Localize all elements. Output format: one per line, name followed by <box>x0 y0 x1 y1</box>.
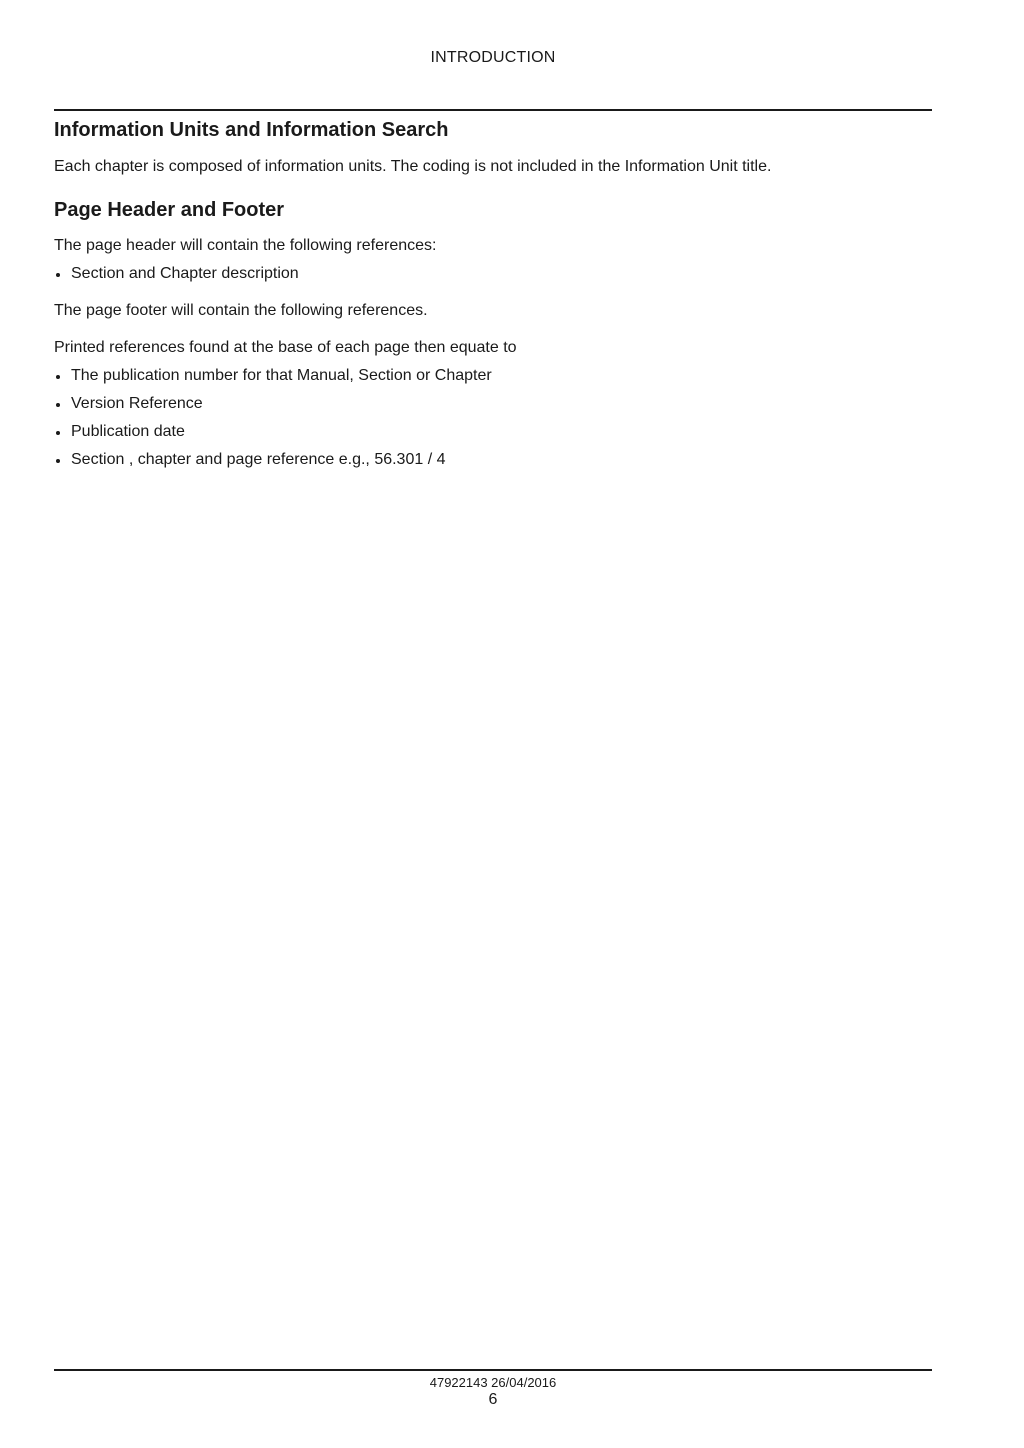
section-heading-page-header-footer: Page Header and Footer <box>54 199 285 221</box>
document-body <box>54 118 932 470</box>
list-item: The publication number for that Manual, Section or Chapter <box>54 366 932 386</box>
printed-references-intro: Printed references found at the base of each page then equate to <box>54 339 517 356</box>
page-header-list <box>54 264 932 284</box>
list-item: Version Reference <box>54 394 932 414</box>
printed-references-list <box>54 366 932 470</box>
list-item: Section , chapter and page reference e.g., 56.301 / 4 <box>54 450 932 470</box>
page-header-title: INTRODUCTION <box>430 49 556 66</box>
footer-page-number: 6 <box>488 1391 498 1408</box>
page-footer-intro: The page footer will contain the following references. <box>54 302 428 319</box>
header-divider <box>54 109 932 111</box>
footer-publication-reference: 47922143 26/04/2016 <box>429 1375 557 1390</box>
footer-divider <box>54 1369 932 1371</box>
information-units-paragraph: Each chapter is composed of information units. The coding is not included in the Information Unit title. <box>54 158 772 175</box>
section-heading-information-units: Information Units and Information Search <box>54 119 449 141</box>
list-item: Section and Chapter description <box>54 264 932 284</box>
page-header-intro: The page header will contain the following references: <box>54 237 437 254</box>
list-item: Publication date <box>54 422 932 442</box>
